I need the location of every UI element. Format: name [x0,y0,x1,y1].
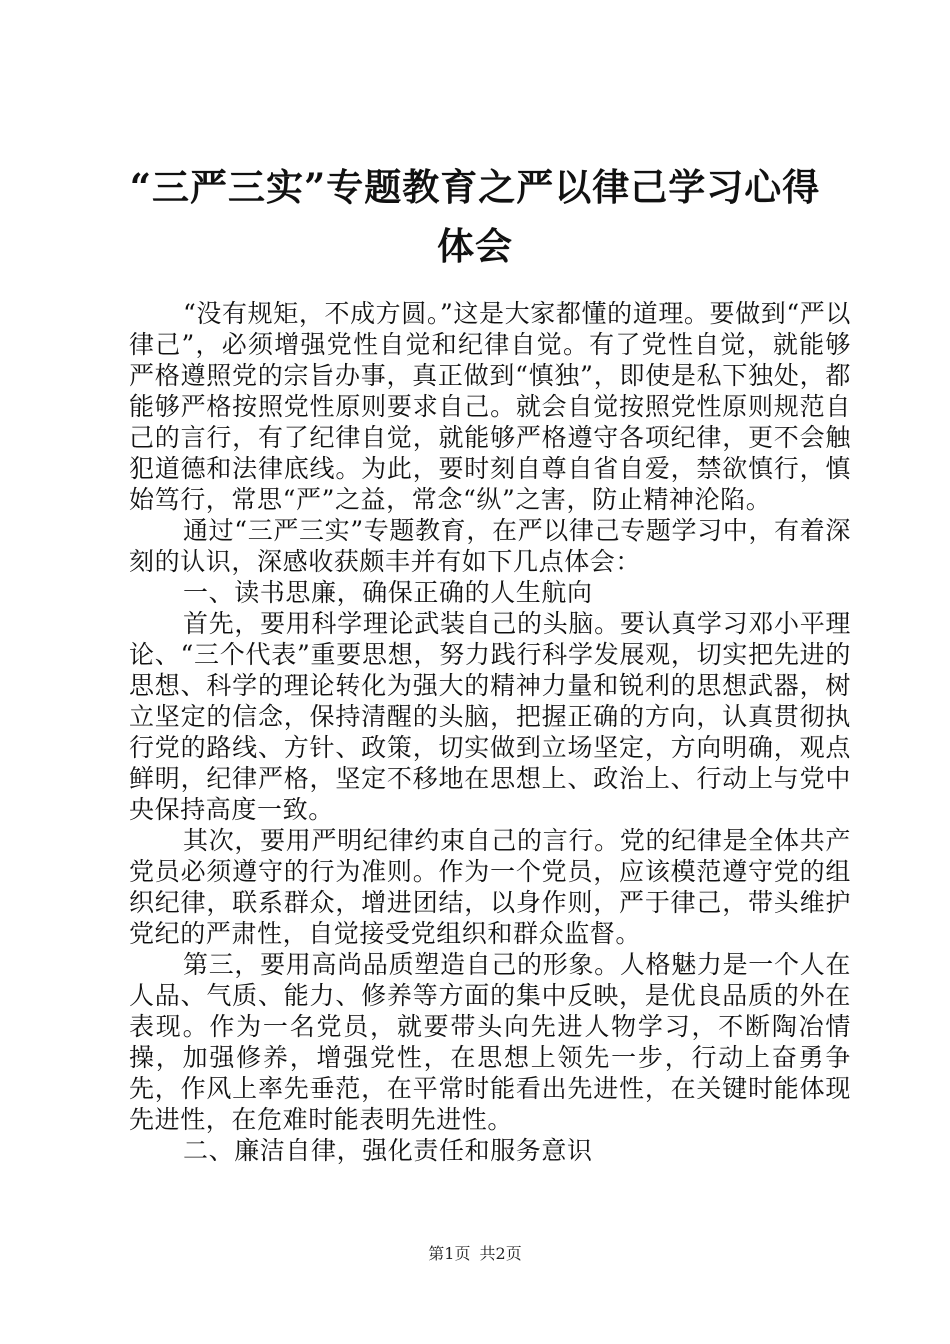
paragraph-second-point: 其次，要用严明纪律约束自己的言行。党的纪律是全体共产党员必须遵守的行为准则。作为一个党员，应该模范遵守党的组织纪律，联系群众，增进团结，以身作则，严于律己，带头维护党纪的严肃性，自觉接受党组织和群众监督。 [129,826,851,948]
section-heading-2: 二、廉洁自律，强化责任和服务意识 [183,1136,593,1165]
paragraph-intro: “没有规矩，不成方圆。”这是大家都懂的道理。要做到“严以律己”，必须增强党性自觉和纪律自觉。有了党性自觉，就能够严格遵照党的宗旨办事，真正做到“慎独”，即使是私下独处，都能够严格按照党性原则要求自己。就会自觉按照党性原则规范自己的言行，有了纪律自觉，就能够严格遵守各项纪律，更不会触犯道德和法律底线。为此，要时刻自尊自省自爱，禁欲慎行，慎始笃行，常思“严”之益，常念“纵”之害，防止精神沦陷。 [129,299,851,514]
document-body [129,298,851,1166]
document-title: “三严三实”专题教育之严以律己学习心得体会 [129,165,821,268]
paragraph-third-point: 第三，要用高尚品质塑造自己的形象。人格魅力是一个人在人品、气质、能力、修养等方面的集中反映，是优良品质的外在表现。作为一名党员，就要带头向先进人物学习，不断陶冶情操，加强修养，增强党性，在思想上领先一步，行动上奋勇争先，作风上率先垂范，在平常时能看出先进性，在关键时能体现先进性，在危难时能表明先进性。 [129,950,851,1134]
page-footer [0,1244,950,1264]
page-total: 共2页 [479,1244,522,1263]
paragraph-first-point: 首先，要用科学理论武装自己的头脑。要认真学习邓小平理论、“三个代表”重要思想，努力践行科学发展观，切实把先进的思想、科学的理论转化为强大的精神力量和锐利的思想武器，树立坚定的信念，保持清醒的头脑，把握正确的方向，认真贯彻执行党的路线、方针、政策，切实做到立场坚定，方向明确，观点鲜明，纪律严格，坚定不移地在思想上、政治上、行动上与党中央保持高度一致。 [129,609,851,824]
paragraph-summary: 通过“三严三实”专题教育，在严以律己专题学习中，有着深刻的认识，深感收获颇丰并有如下几点体会： [129,516,851,576]
page-number: 第1页 [428,1244,471,1263]
section-heading-1: 一、读书思廉，确保正确的人生航向 [183,578,593,607]
